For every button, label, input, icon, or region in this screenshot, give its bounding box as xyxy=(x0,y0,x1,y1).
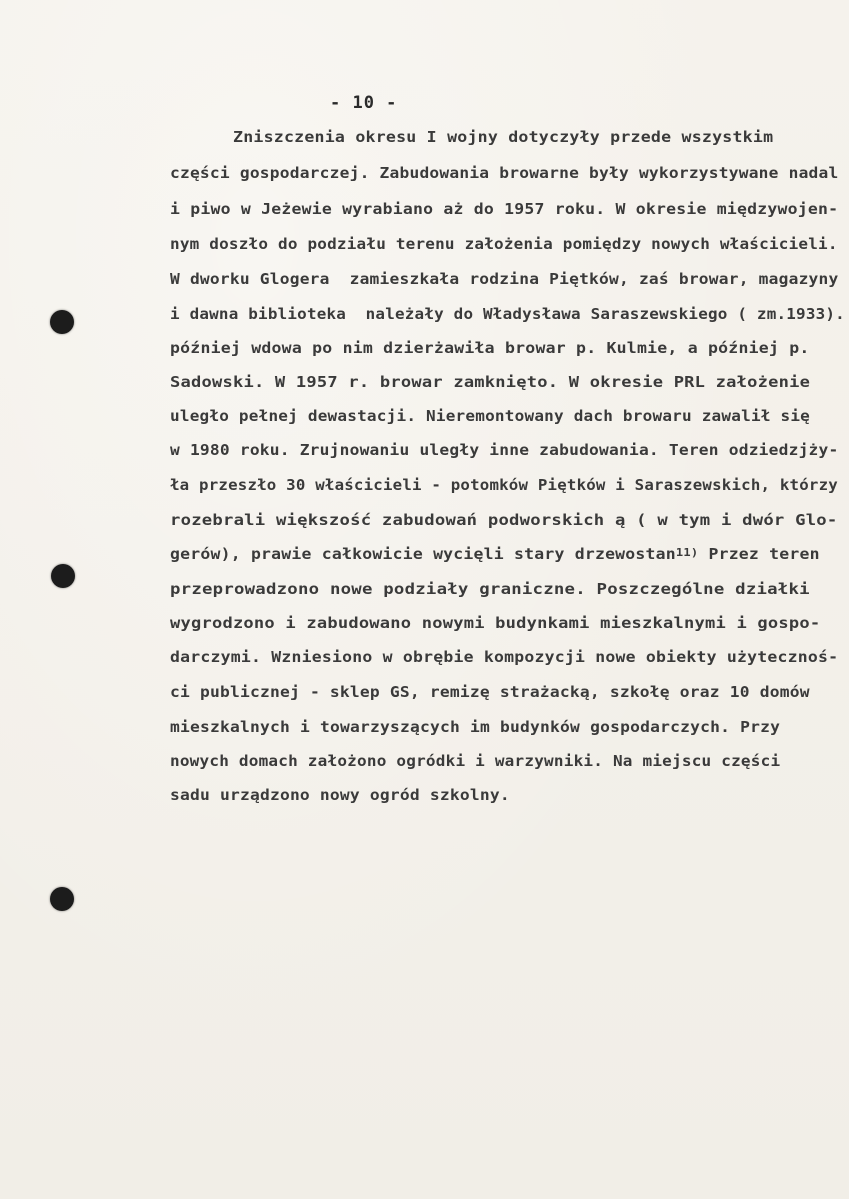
text-line: później wdowa po nim dzierżawiła browar p. Kulmie, a później p. xyxy=(170,339,810,357)
text-line: ci publicznej - sklep GS, remizę strażacką, szkołę oraz 10 domów xyxy=(170,683,810,701)
page-number: - 10 - xyxy=(330,93,398,113)
text-line: ła przeszło 30 właścicieli - potomków Piętków i Saraszewskich, którzy xyxy=(170,476,838,494)
footnote-reference: 11) xyxy=(675,546,699,559)
text-line: i dawna biblioteka należały do Władysława Saraszewskiego ( zm.1933). xyxy=(170,305,845,323)
text-line: W dworku Glogera zamieszkała rodzina Piętków, zaś browar, magazyny xyxy=(170,270,839,288)
text-line: przeprowadzono nowe podziały graniczne. Poszczególne działki xyxy=(170,580,810,598)
text-line: i piwo w Jeżewie wyrabiano aż do 1957 roku. W okresie międzywojen- xyxy=(170,200,839,218)
text-segment: gerów), prawie całkowicie wycięli stary drzewostan xyxy=(170,545,676,563)
text-line: nym doszło do podziału terenu założenia pomiędzy nowych właścicieli. xyxy=(170,235,838,253)
text-line-with-footnote xyxy=(170,544,820,566)
text-line: części gospodarczej. Zabudowania browarne były wykorzystywane nadal xyxy=(170,164,839,182)
text-line: darczymi. Wzniesiono w obrębie kompozycji nowe obiekty użytecznoś- xyxy=(170,648,839,666)
punch-hole xyxy=(50,310,74,334)
text-line: uległo pełnej dewastacji. Nieremontowany dach browaru zawalił się xyxy=(170,407,811,425)
punch-hole xyxy=(51,564,75,588)
text-line: nowych domach założono ogródki i warzywniki. Na miejscu części xyxy=(170,752,781,770)
text-line: w 1980 roku. Zrujnowaniu uległy inne zabudowania. Teren odziedzjży- xyxy=(170,441,839,459)
punch-hole xyxy=(50,887,74,911)
text-line: rozebrali większość zabudowań podworskich ą ( w tym i dwór Glo- xyxy=(170,511,838,529)
text-segment: Przez teren xyxy=(698,545,820,563)
text-line: sadu urządzono nowy ogród szkolny. xyxy=(170,786,510,804)
text-line: wygrodzono i zabudowano nowymi budynkami mieszkalnymi i gospo- xyxy=(170,614,821,632)
text-line: Sadowski. W 1957 r. browar zamknięto. W okresie PRL założenie xyxy=(170,373,811,391)
text-line: Zniszczenia okresu I wojny dotyczyły przede wszystkim xyxy=(233,128,774,146)
text-line: mieszkalnych i towarzyszących im budynków gospodarczych. Przy xyxy=(170,718,781,736)
